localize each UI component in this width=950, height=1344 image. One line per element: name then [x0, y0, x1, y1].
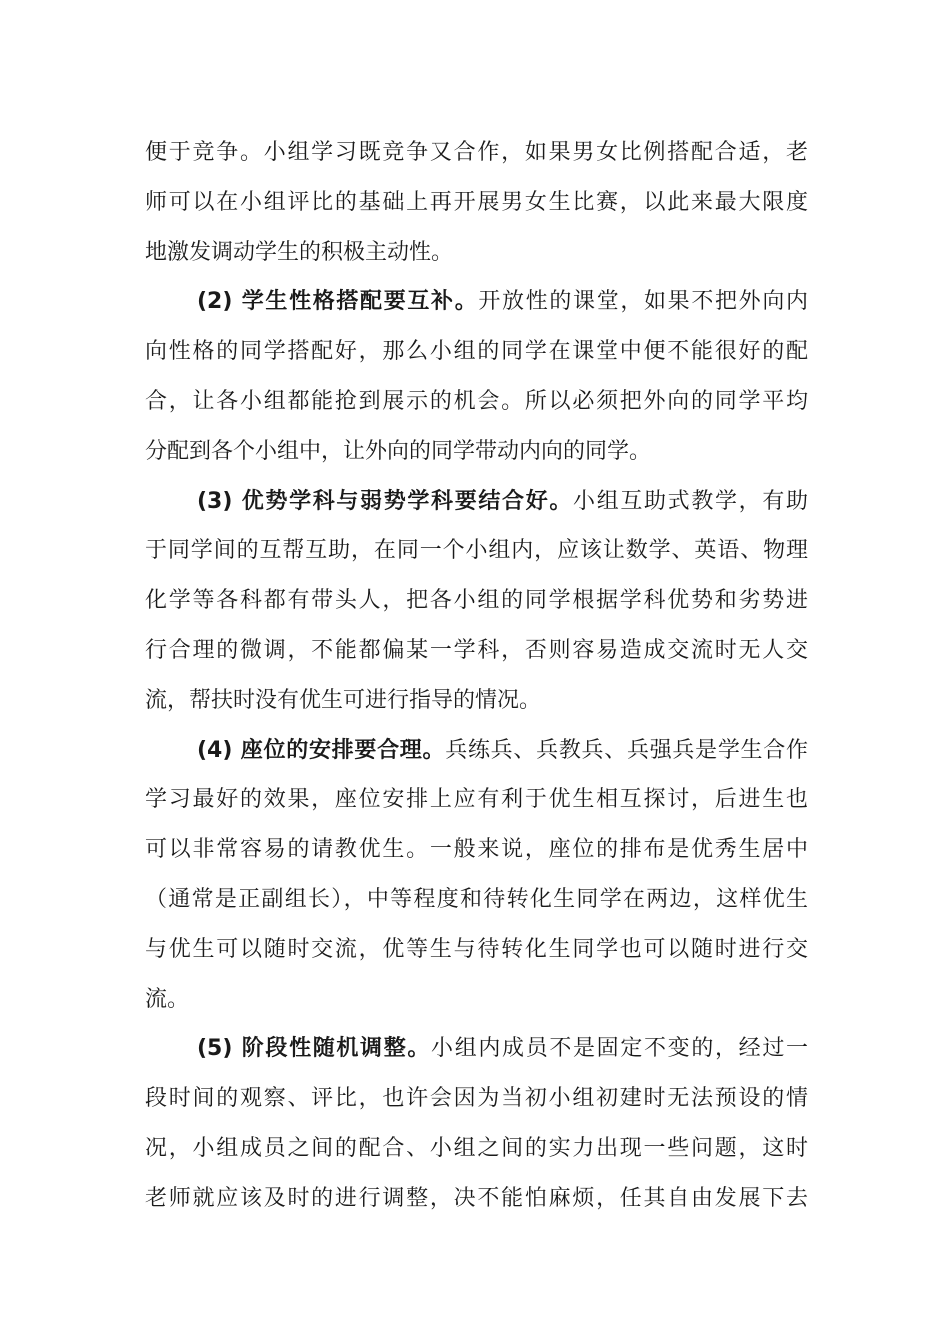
text-line: 与优生可以随时交流，优等生与待转化生同学也可以随时进行交 [145, 936, 808, 962]
text-line: 化学等各科都有带头人，把各小组的同学根据学科优势和劣势进 [145, 588, 808, 614]
paragraph-start-line [145, 726, 808, 776]
text-line: 况，小组成员之间的配合、小组之间的实力出现一些问题，这时 [145, 1135, 808, 1161]
text-line: 师可以在小组评比的基础上再开展男女生比赛，以此来最大限度 [145, 189, 808, 215]
paragraph-start-line [145, 1024, 808, 1074]
text-line: 合，让各小组都能抢到展示的机会。所以必须把外向的同学平均 [145, 388, 808, 414]
text-run: 开放性的课堂，如果不把外向内 [478, 289, 808, 315]
text-line: 老师就应该及时的进行调整，决不能怕麻烦，任其自由发展下去 [145, 1185, 808, 1211]
paragraph-start-line [145, 477, 808, 527]
text-line: 流，帮扶时没有优生可进行指导的情况。 [145, 687, 542, 713]
text-run: 小组互助式教学，有助 [573, 488, 808, 514]
text-run: 兵练兵、兵教兵、兵强兵是学生合作 [445, 737, 808, 763]
text-line: 分配到各个小组中，让外向的同学带动内向的同学。 [145, 438, 652, 464]
section-heading: (5) 阶段性随机调整。 [197, 1036, 432, 1062]
section-heading: (4) 座位的安排要合理。 [197, 737, 446, 763]
text-run: 小组内成员不是固定不变的，经过一 [431, 1036, 808, 1062]
text-line: 学习最好的效果，座位安排上应有利于优生相互探讨，后进生也 [145, 787, 808, 813]
section-heading: (3) 优势学科与弱势学科要结合好。 [197, 488, 574, 514]
text-line: 流。 [145, 986, 190, 1012]
text-line: 可以非常容易的请教优生。一般来说，座位的排布是优秀生居中 [145, 837, 808, 863]
text-line: 地激发调动学生的积极主动性。 [145, 239, 454, 265]
paragraph-start-line [145, 277, 808, 327]
text-line: 段时间的观察、评比，也许会因为当初小组初建时无法预设的情 [145, 1086, 808, 1112]
text-line: 向性格的同学搭配好，那么小组的同学在课堂中便不能很好的配 [145, 339, 808, 365]
text-line: 于同学间的互帮互助，在同一个小组内，应该让数学、英语、物理 [145, 538, 808, 564]
text-line: （通常是正副组长），中等程度和待转化生同学在两边，这样优生 [145, 886, 808, 912]
section-heading: (2) 学生性格搭配要互补。 [197, 289, 479, 315]
text-line: 便于竞争。小组学习既竞争又合作，如果男女比例搭配合适，老 [145, 140, 808, 165]
body-text [145, 128, 808, 1224]
text-line: 行合理的微调，不能都偏某一学科，否则容易造成交流时无人交 [145, 637, 808, 663]
